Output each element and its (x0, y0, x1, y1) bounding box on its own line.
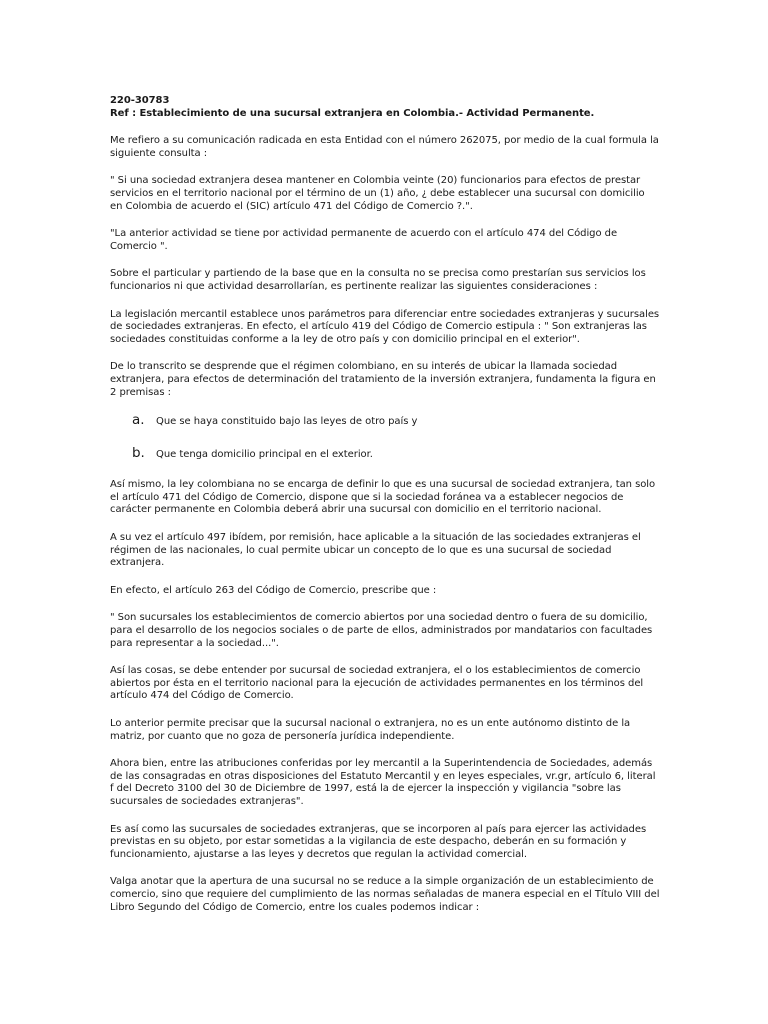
paragraph: Es así como las sucursales de sociedades extranjeras, que se incorporen al país para ejercer las actividades previstas en su objeto, por estar sometidas a la vigilancia de este despacho, deberán en su formación y funcionamiento, ajustarse a las leyes y decretos que regulan la actividad comercial. (110, 823, 647, 860)
paragraph: Sobre el particular y partiendo de la base que en la consulta no se precisa como prestarían sus servicios los funcionarios ni que actividad desarrollarían, es pertinente realizar las siguientes consideraciones : (110, 268, 646, 292)
paragraph: Así las cosas, se debe entender por sucursal de sociedad extranjera, el o los establecimientos de comercio abiertos por ésta en el territorio nacional para la ejecución de actividades permanentes en los términos del artículo 474 del Código de Comercio. (110, 665, 644, 702)
list-item-text: Que se haya constituido bajo las leyes de otro país y (156, 416, 418, 428)
paragraph: " Si una sociedad extranjera desea mantener en Colombia veinte (20) funcionarios para efectos de prestar servicios en el territorio nacional por el término de un (1) año, ¿ debe establecer una sucursal con domicilio en Colombia de acuerdo el (SIC) artículo 471 del Código de Comercio ?.". (110, 175, 645, 212)
list-item (132, 414, 660, 429)
paragraph: Ahora bien, entre las atribuciones conferidas por ley mercantil a la Superintendencia de Sociedades, además de las consagradas en otras disposiciones del Estatuto Mercantil y en leyes especiales, vr.gr, artículo 6, literal f del Decreto 3100 del 30 de Diciembre de 1997, está la de ejercer la inspección y vigilancia "sobre las sucursales de sociedades extranjeras". (110, 758, 656, 807)
list-marker: b. (132, 444, 145, 461)
paragraph: Valga anotar que la apertura de una sucursal no se reduce a la simple organización de un establecimiento de comercio, sino que requiere del cumplimiento de las normas señaladas de manera especial en el Título VIII del Libro Segundo del Código de Comercio, entre los cuales podemos indicar : (110, 876, 660, 913)
list-marker: a. (132, 412, 145, 429)
reference-number: 220-30783 (110, 95, 170, 106)
list-item-text: Que tenga domicilio principal en el exterior. (156, 448, 373, 460)
paragraph: Así mismo, la ley colombiana no se encarga de definir lo que es una sucursal de sociedad extranjera, tan solo el artículo 471 del Código de Comercio, dispone que si la sociedad foránea va a establecer negocios de carácter permanente en Colombia deberá abrir una sucursal con domicilio en el territorio nacional. (110, 479, 656, 516)
paragraph: A su vez el artículo 497 ibídem, por remisión, hace aplicable a la situación de las sociedades extranjeras el régimen de las nacionales, lo cual permite ubicar un concepto de lo que es una sucursal de sociedad extranjera. (110, 532, 641, 569)
premises-list (110, 414, 660, 461)
document-subject: Ref : Establecimiento de una sucursal extranjera en Colombia.- Actividad Permanente. (110, 107, 595, 119)
paragraph: Me refiero a su comunicación radicada en esta Entidad con el número 262075, por medio de la cual formula la siguiente consulta : (110, 135, 659, 159)
paragraph: En efecto, el artículo 263 del Código de Comercio, prescribe que : (110, 584, 437, 596)
paragraph: "La anterior actividad se tiene por actividad permanente de acuerdo con el artículo 474 del Código de Comercio ". (110, 228, 618, 252)
paragraph: " Son sucursales los establecimientos de comercio abiertos por una sociedad dentro o fuera de su domicilio, para el desarrollo de los negocios sociales o de parte de ellos, administrados por mandatarios con facultades para representar a la sociedad...". (110, 612, 653, 649)
paragraph: De lo transcrito se desprende que el régimen colombiano, en su interés de ubicar la llamada sociedad extranjera, para efectos de determinación del tratamiento de la inversión extranjera, fundamenta la figura en 2 premisas : (110, 361, 656, 398)
list-item (132, 444, 660, 462)
paragraph: Lo anterior permite precisar que la sucursal nacional o extranjera, no es un ente autónomo distinto de la matriz, por cuanto que no goza de personería jurídica independiente. (110, 718, 631, 742)
paragraph: La legislación mercantil establece unos parámetros para diferenciar entre sociedades extranjeras y sucursales de sociedades extranjeras. En efecto, el artículo 419 del Código de Comercio estipula : " Son extranjeras las sociedades constituidas conforme a la ley de otro país y con domicilio principal en el exterior". (110, 308, 660, 345)
document-page (110, 95, 660, 929)
